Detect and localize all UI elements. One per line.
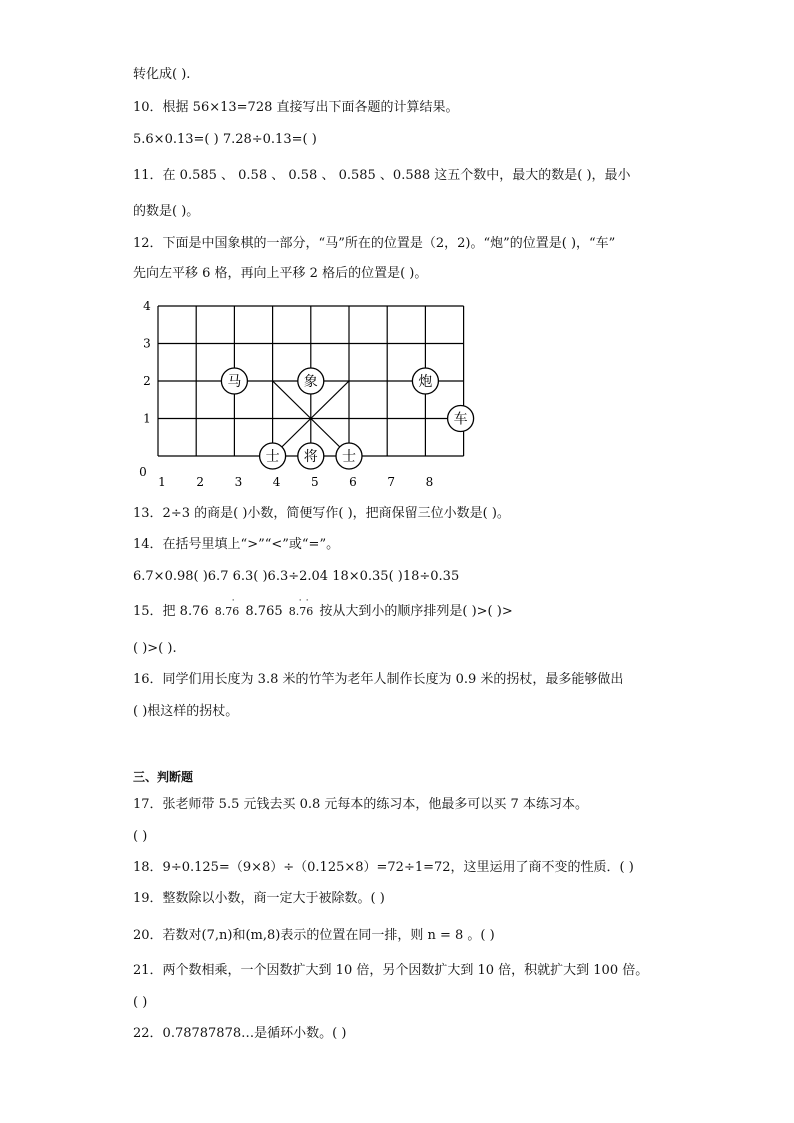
question-15-cont: ( )>( ). — [133, 641, 177, 656]
question-14-items: 6.7×0.98( )6.7 6.3( )6.3÷2.04 18×0.35( )18÷0.35 — [133, 569, 460, 584]
line-continuation: 转化成( ). — [133, 67, 191, 82]
question-15-mid: 8.765 — [241, 604, 287, 619]
repeating-decimal-a: 8.76 · — [214, 596, 240, 618]
question-11: 11．在 0.585 、 0.58 、 0.58 、 0.585 、0.588 这五个数中，最大的数是( )，最小 — [133, 168, 631, 183]
chess-piece-label: 象 — [303, 374, 318, 390]
question-14: 14．在括号里填上“>”“<”或“=”。 — [133, 537, 340, 552]
question-11-cont: 的数是( )。 — [133, 204, 200, 219]
question-20: 20．若数对(7,n)和(m,8)表示的位置在同一排，则 n = 8 。( ) — [133, 928, 495, 943]
question-15 — [133, 596, 513, 621]
question-22: 22．0.78787878…是循环小数。( ) — [133, 1026, 347, 1041]
chess-piece-label: 马 — [227, 374, 242, 390]
question-19: 19．整数除以小数，商一定大于被除数。( ) — [133, 891, 385, 906]
question-17: 17．张老师带 5.5 元钱去买 0.8 元每本的练习本，他最多可以买 7 本练习本。 — [133, 797, 588, 812]
y-axis-label: 3 — [143, 336, 151, 351]
chessboard-diagram — [130, 296, 475, 491]
question-16-cont: ( )根这样的拐杖。 — [133, 704, 239, 719]
question-16: 16．同学们用长度为 3.8 米的竹竿为老年人制作长度为 0.9 米的拐杖，最多能够做出 — [133, 672, 624, 687]
chess-piece-label: 士 — [265, 449, 280, 465]
x-axis-label: 3 — [234, 475, 243, 489]
question-10-items: 5.6×0.13=( ) 7.28÷0.13=( ) — [133, 132, 317, 147]
section-heading-judgement: 三、判断题 — [133, 770, 194, 784]
question-12-cont: 先向左平移 6 格，再向上平移 2 格后的位置是( )。 — [133, 266, 428, 281]
y-axis-label: 2 — [143, 374, 151, 388]
chess-piece-label: 士 — [342, 449, 356, 465]
question-18: 18．9÷0.125=（9×8）÷（0.125×8）=72÷1=72，这里运用了商不变的性质．( ) — [133, 860, 634, 875]
repeating-decimal-b: 8.76 · · — [288, 596, 314, 618]
chess-piece-label: 车 — [453, 411, 468, 428]
x-axis-label: 2 — [196, 475, 205, 489]
question-17-cont: ( ) — [133, 829, 148, 844]
y-axis-label: 0 — [139, 465, 147, 479]
x-axis-label: 1 — [158, 475, 166, 489]
question-10: 10．根据 56×13=728 直接写出下面各题的计算结果。 — [133, 100, 459, 115]
x-axis-label: 5 — [310, 475, 319, 489]
question-21: 21．两个数相乘，一个因数扩大到 10 倍，另个因数扩大到 10 倍，积就扩大到 100 倍。 — [133, 963, 649, 978]
x-axis-label: 6 — [349, 475, 357, 489]
question-12: 12．下面是中国象棋的一部分，“马”所在的位置是（2，2)。“炮”的位置是( )，“车” — [133, 236, 616, 251]
y-axis-label: 4 — [143, 299, 151, 313]
chess-piece-label: 炮 — [418, 374, 433, 390]
question-15-post: 按从大到小的顺序排列是( )>( )> — [315, 604, 513, 619]
x-axis-label: 7 — [387, 475, 396, 489]
x-axis-label: 4 — [272, 475, 281, 489]
question-21-cont: ( ) — [133, 995, 148, 1010]
question-15-pre: 15．把 8.76 — [133, 604, 213, 619]
chess-piece-label: 将 — [303, 449, 318, 465]
question-13: 13．2÷3 的商是( )小数，简便写作( )，把商保留三位小数是( )。 — [133, 506, 510, 521]
y-axis-label: 1 — [143, 411, 151, 426]
x-axis-label: 8 — [425, 475, 434, 489]
